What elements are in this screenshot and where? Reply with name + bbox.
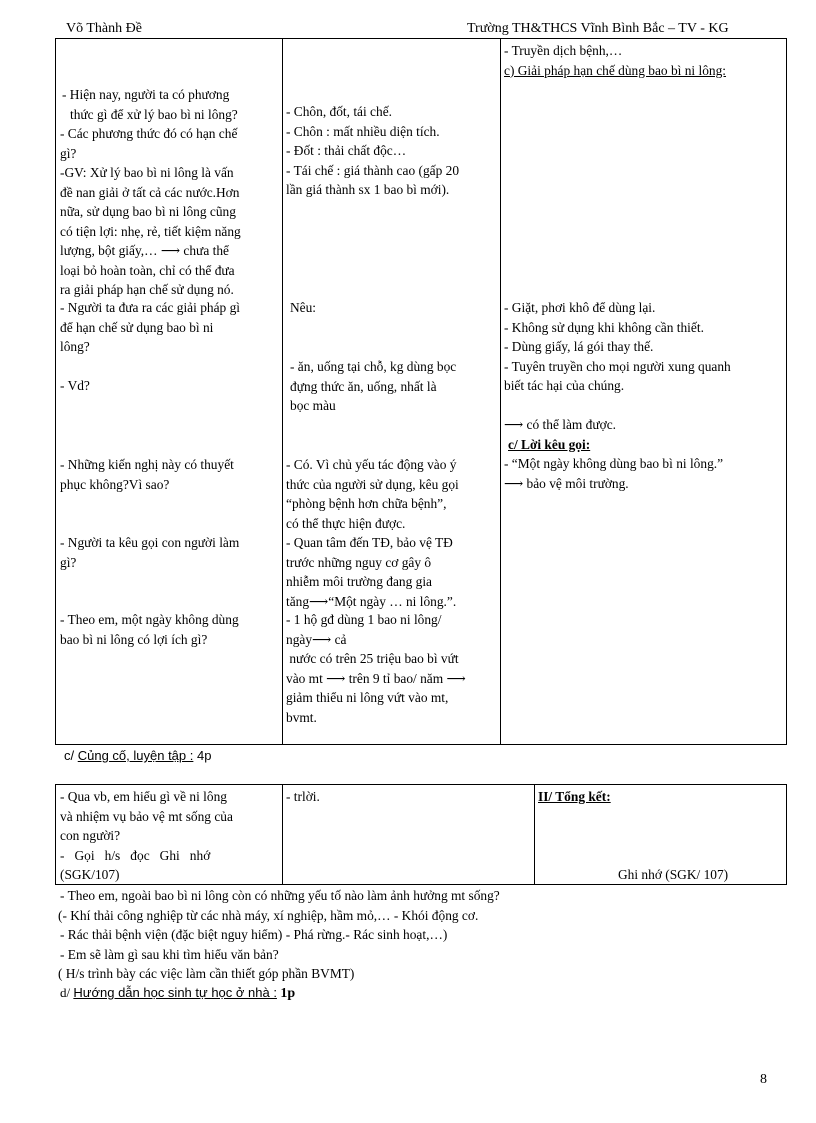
homework-time: 1p [280, 986, 296, 1001]
question-q2 [60, 124, 237, 163]
answer-a4 [286, 533, 456, 611]
text-line: - “Một ngày không dùng bao bì ni lông.” [504, 456, 724, 471]
text-line: loại bỏ hoàn toàn, chỉ có thể đưa [60, 262, 235, 278]
text-line: nữa, sử dụng bao bì ni lông cũng [60, 204, 236, 219]
text-line: - Các phương thức đó có hạn chế [60, 126, 238, 141]
text-line: thức của người sử dụng, kêu gọi [286, 476, 459, 492]
text-line: - Người ta kêu gọi con người làm [60, 535, 240, 550]
answer-neu [290, 298, 316, 318]
text-line: có thể thực hiện được. [286, 515, 406, 531]
question-q5 [60, 533, 239, 572]
text-line: Ghi nhớ (SGK/ 107) [618, 867, 729, 882]
column-divider [534, 785, 535, 884]
text-line: - Truyền dịch bệnh,… [504, 43, 623, 58]
author-name: Võ Thành Đề [66, 21, 142, 36]
text-line: - Gọi h/s đọc Ghi nhớ [60, 847, 211, 863]
text-line: phục không?Vì sao? [60, 476, 170, 492]
text-line: vào mt ⟶ trên 9 tỉ bao/ năm ⟶ [286, 670, 466, 686]
summary-title [538, 787, 611, 807]
text-line: giảm thiểu ni lông vứt vào mt, [286, 690, 449, 705]
text-line: ⟶ có thể làm được. [504, 417, 616, 432]
question-q4 [60, 455, 234, 494]
text-line: -GV: Xử lý bao bì ni lông là vấn [60, 165, 234, 180]
text-line: ngày⟶ cả [286, 631, 347, 647]
homework-heading [60, 985, 295, 1002]
text-line: - Rác thải bệnh viện (đặc biệt nguy hiểm) - Phá rừng.- Rác sinh hoạt,…) [60, 927, 448, 942]
text-line: - Tái chế : giá thành cao (gấp 20 [286, 162, 460, 178]
summary-heading: II/ Tổng kết: [538, 789, 611, 804]
answer-a3 [286, 455, 459, 533]
text-line: - ăn, uống tại chỗ, kg dùng bọc [290, 359, 457, 374]
column-divider [282, 785, 283, 884]
text-line: (SGK/107) [60, 867, 120, 882]
call-heading: c/ Lời kêu gọi: [508, 436, 591, 452]
solutions-list [504, 298, 731, 396]
column-divider [282, 39, 283, 744]
answer-a1 [286, 102, 459, 200]
summary-answer [286, 787, 320, 807]
text-line: biết tác hại của chúng. [504, 378, 625, 393]
text-line: - Hiện nay, người ta có phương [62, 87, 230, 102]
text-line: và nhiệm vụ bảo vệ mt sống của [60, 808, 233, 824]
text-line: - Theo em, ngoài bao bì ni lông còn có những yếu tố nào làm ảnh hưởng mt sống? [60, 888, 500, 903]
text-line: - Chôn, đốt, tái chế. [286, 104, 392, 119]
page-number: 8 [760, 1072, 767, 1087]
text-line: ra giải pháp hạn chế sử dụng nó. [60, 282, 234, 297]
text-line: - Đốt : thải chất độc… [286, 143, 407, 158]
lesson-table [55, 38, 787, 745]
summary-note [618, 865, 728, 885]
text-line: - trlời. [286, 789, 320, 804]
text-line: - Qua vb, em hiểu gì về ni lông [60, 789, 227, 804]
consolidation-heading [64, 748, 211, 763]
teacher-note [60, 163, 241, 300]
text-line: bọc màu [290, 398, 336, 413]
text-line: (- Khí thải công nghiệp từ các nhà máy, xí nghiệp, hầm mỏ,… - Khói động cơ. [58, 907, 479, 923]
text-line: - 1 hộ gđ dùng 1 bao ni lông/ [286, 612, 442, 627]
summary-table [55, 784, 787, 885]
text-line: bvmt. [286, 709, 317, 725]
homework-prefix: d/ [60, 985, 74, 1000]
homework-label: Hướng dẫn học sinh tự học ở nhà : [73, 985, 277, 1000]
text-line: - Những kiến nghị này có thuyết [60, 457, 234, 472]
text-line: - Người ta đưa ra các giải pháp gì [60, 300, 240, 315]
text-line: trước những nguy cơ gây ô [286, 554, 432, 570]
text-line: gì? [60, 554, 77, 570]
text-line: - Có. Vì chủ yếu tác động vào ý [286, 457, 457, 472]
text-line: thức gì để xử lý bao bì ni lông? [70, 106, 238, 122]
after-text [58, 886, 500, 984]
text-line: Nêu: [290, 300, 317, 315]
question-q3 [60, 298, 240, 357]
text-line: - Tuyên truyền cho mọi người xung quanh [504, 358, 731, 374]
column-divider [500, 39, 501, 744]
text-line: “phòng bệnh hơn chữa bệnh”, [286, 496, 447, 511]
text-line: nhiễm môi trường đang gia [286, 574, 432, 589]
consolidation-label: Củng cố, luyện tập : [77, 748, 194, 763]
text-line: để hạn chế sử dụng bao bì ni [60, 319, 214, 335]
text-line: - Theo em, một ngày không dùng [60, 612, 239, 627]
text-line: - Không sử dụng khi không cần thiết. [504, 319, 704, 335]
text-line: - Giặt, phơi khô để dùng lại. [504, 300, 656, 315]
text-line: - Quan tâm đến TĐ, bảo vệ TĐ [286, 535, 453, 550]
text-line: lần giá thành sx 1 bao bì mới). [286, 182, 450, 197]
text-line: đựng thức ăn, uống, nhất là [290, 378, 437, 394]
text-line: có tiện lợi: nhẹ, rẻ, tiết kiệm năng [60, 223, 241, 239]
school-name: Trường TH&THCS Vĩnh Bình Bắc – TV - KG [467, 21, 729, 36]
answer-a2 [290, 357, 456, 416]
question-vd [60, 376, 90, 396]
section-c-heading: c) Giải pháp hạn chế dùng bao bì ni lông: [504, 62, 727, 78]
text-line: ⟶ bảo vệ môi trường. [504, 475, 629, 491]
text-line: bao bì ni lông có lợi ích gì? [60, 631, 208, 647]
text-line: ( H/s trình bày các việc làm cần thiết góp phần BVMT) [58, 966, 355, 981]
text-line: lông? [60, 339, 90, 354]
text-line: nước có trên 25 triệu bao bì vứt [286, 651, 459, 666]
text-line: lượng, bột giấy,… ⟶ chưa thể [60, 243, 229, 258]
question-q1 [60, 85, 238, 124]
text-line: gì? [60, 145, 77, 161]
text-line: tăng⟶“Một ngày … ni lông.”. [286, 593, 457, 609]
text-line: - Em sẽ làm gì sau khi tìm hiểu văn bản? [60, 946, 279, 962]
consolidation-prefix: c/ [64, 748, 78, 763]
content-top [504, 41, 726, 80]
answer-a5 [286, 610, 466, 727]
consolidation-time: 4p [193, 748, 212, 763]
call-section [504, 415, 723, 493]
text-line: đề nan giải ở tất cả các nước.Hơn [60, 184, 240, 200]
text-line: con người? [60, 828, 121, 843]
text-line: - Vd? [60, 378, 90, 393]
text-line: - Chôn : mất nhiều diện tích. [286, 123, 440, 139]
summary-questions [60, 787, 233, 885]
question-q6 [60, 610, 239, 649]
text-line: - Dùng giấy, lá gói thay thế. [504, 339, 654, 354]
